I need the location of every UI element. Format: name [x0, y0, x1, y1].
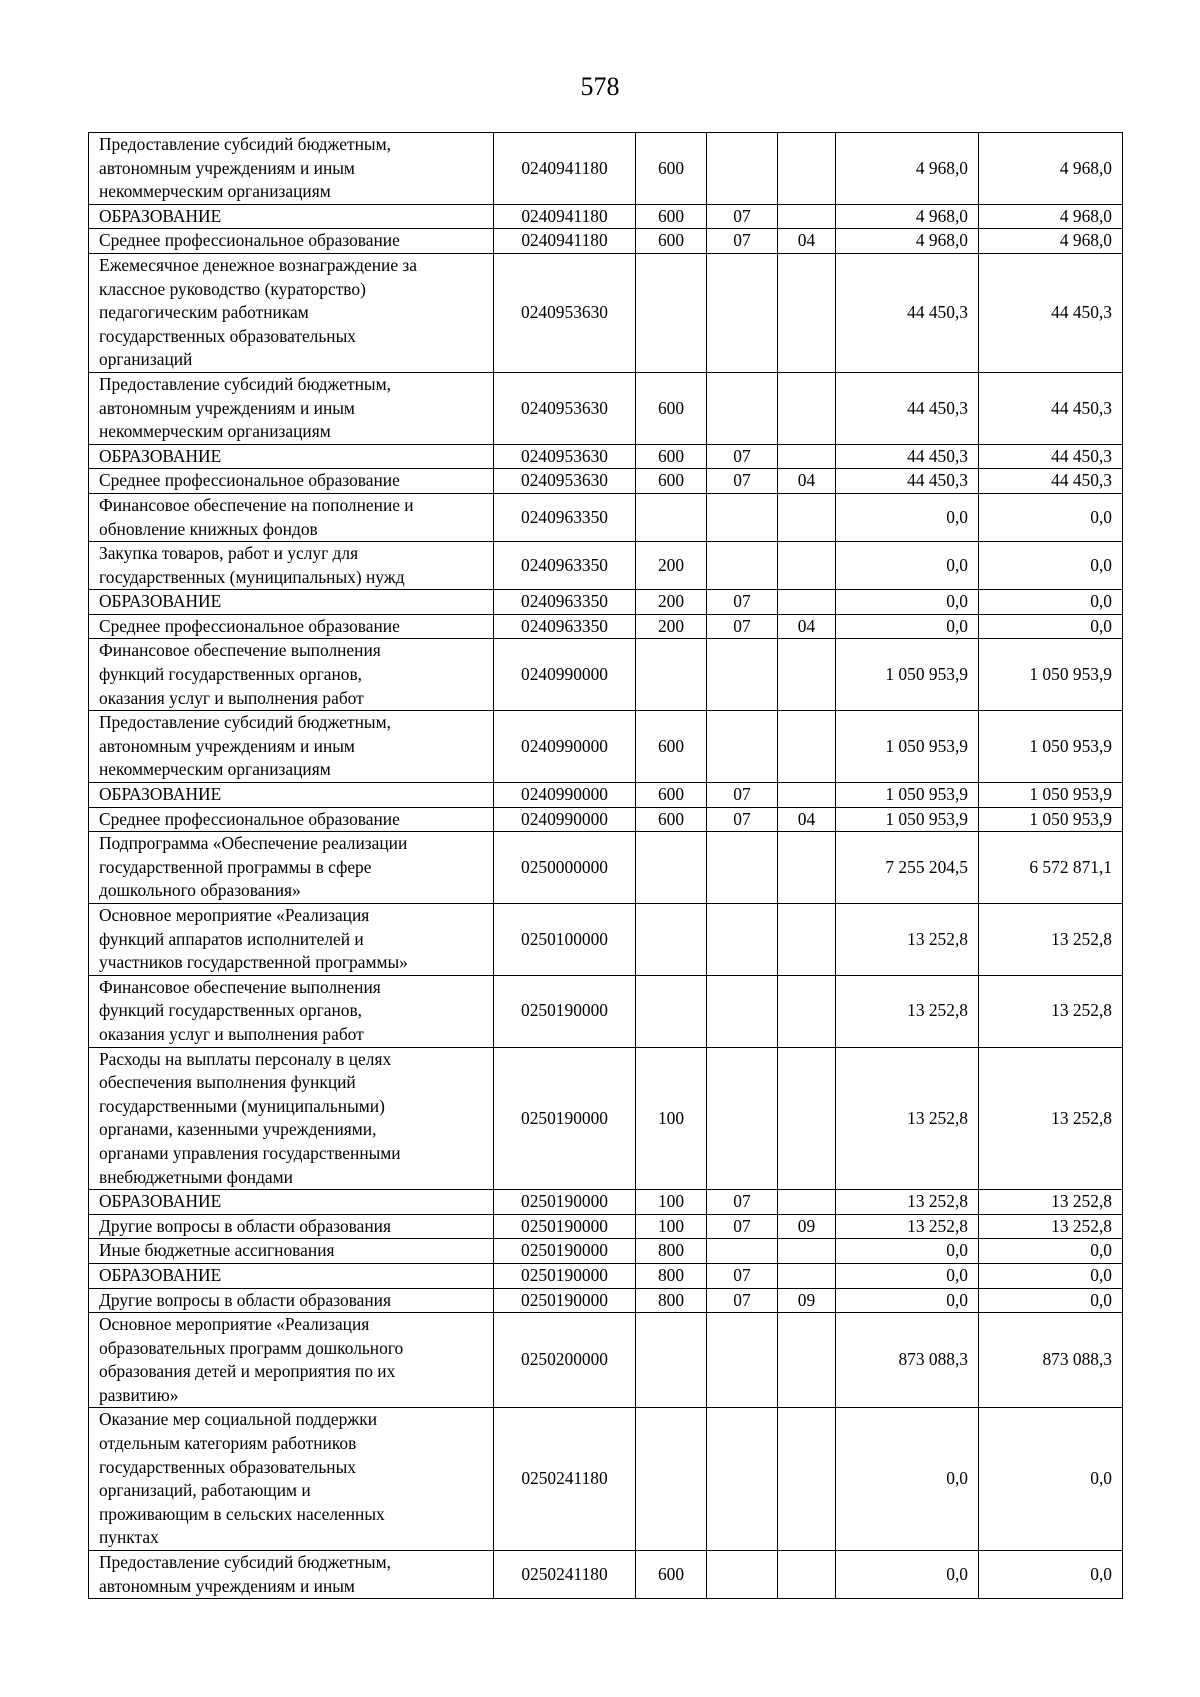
row-name-line: Оказание мер социальной поддержки [99, 1409, 378, 1430]
row-name [89, 542, 494, 590]
row-amount-2: 13 252,8 [979, 975, 1123, 1047]
table-row [89, 542, 1123, 590]
row-expense-type: 600 [636, 783, 707, 808]
row-section: 07 [707, 1263, 778, 1288]
table-row [89, 444, 1123, 469]
row-name-line: оказания услуг и выполнения работ [99, 1023, 364, 1044]
row-code: 0250241180 [494, 1551, 636, 1599]
row-code: 0240953630 [494, 444, 636, 469]
row-subsection [778, 444, 836, 469]
row-name-line: Основное мероприятие «Реализация [99, 905, 370, 925]
table-row [89, 807, 1123, 832]
row-name-line: органами управления государственными [99, 1142, 401, 1163]
row-amount-1: 7 255 204,5 [836, 832, 979, 904]
row-name-line: ОБРАЗОВАНИЕ [99, 1191, 222, 1212]
row-section: 07 [707, 807, 778, 832]
table-row [89, 904, 1123, 976]
row-amount-1: 0,0 [836, 590, 979, 615]
row-code: 0250000000 [494, 832, 636, 904]
row-expense-type: 600 [636, 469, 707, 494]
row-amount-2: 1 050 953,9 [979, 639, 1123, 711]
row-amount-2: 1 050 953,9 [979, 711, 1123, 783]
row-section: 07 [707, 469, 778, 494]
table-row [89, 469, 1123, 494]
row-amount-1: 44 450,3 [836, 444, 979, 469]
row-code: 0250190000 [494, 975, 636, 1047]
row-subsection [778, 1551, 836, 1599]
row-subsection [778, 975, 836, 1047]
row-code: 0240963350 [494, 590, 636, 615]
row-amount-1: 13 252,8 [836, 904, 979, 976]
row-amount-1: 873 088,3 [836, 1313, 979, 1408]
row-code: 0250100000 [494, 904, 636, 976]
row-name-line: проживающим в сельских населенных [99, 1503, 385, 1524]
row-section: 07 [707, 444, 778, 469]
row-name-line: государственных образовательных [99, 325, 356, 346]
row-code: 0250190000 [494, 1214, 636, 1239]
table-row [89, 639, 1123, 711]
row-name-line: обновление книжных фондов [99, 518, 318, 539]
row-section [707, 639, 778, 711]
row-amount-1: 44 450,3 [836, 372, 979, 444]
row-expense-type: 200 [636, 614, 707, 639]
row-section: 07 [707, 1214, 778, 1239]
row-name-line: Предоставление субсидий бюджетным, [99, 712, 391, 733]
row-expense-type: 600 [636, 133, 707, 205]
row-name-line: педагогическим работникам [99, 302, 309, 323]
row-subsection: 09 [778, 1214, 836, 1239]
row-expense-type [636, 1313, 707, 1408]
row-subsection [778, 133, 836, 205]
table-row [89, 372, 1123, 444]
row-name-line: Ежемесячное денежное вознаграждение за [99, 254, 417, 275]
table-body [89, 133, 1123, 1599]
row-amount-2: 4 968,0 [979, 204, 1123, 229]
row-name [89, 639, 494, 711]
row-name-line: ОБРАЗОВАНИЕ [99, 784, 222, 805]
row-amount-2: 0,0 [979, 590, 1123, 615]
row-section [707, 1047, 778, 1190]
row-amount-2: 873 088,3 [979, 1313, 1123, 1408]
row-amount-2: 44 450,3 [979, 372, 1123, 444]
row-name-line: автономным учреждениям и иным [99, 735, 355, 756]
row-name [89, 975, 494, 1047]
table-row [89, 1551, 1123, 1599]
row-subsection [778, 253, 836, 372]
row-amount-1: 1 050 953,9 [836, 711, 979, 783]
row-name-line: Предоставление субсидий бюджетным, [99, 373, 391, 394]
row-section: 07 [707, 614, 778, 639]
row-name-line: функций аппаратов исполнителей и [99, 928, 364, 949]
row-expense-type [636, 975, 707, 1047]
row-amount-2: 0,0 [979, 542, 1123, 590]
table-row [89, 493, 1123, 541]
row-name-line: некоммерческим организациям [99, 759, 331, 780]
row-expense-type [636, 1408, 707, 1551]
row-name-line: Среднее профессиональное образование [99, 470, 400, 491]
row-name-line: государственных (муниципальных) нужд [99, 566, 405, 587]
table-row [89, 133, 1123, 205]
row-amount-1: 44 450,3 [836, 253, 979, 372]
row-amount-1: 1 050 953,9 [836, 807, 979, 832]
row-name [89, 469, 494, 494]
row-name [89, 904, 494, 976]
row-subsection: 04 [778, 469, 836, 494]
row-amount-2: 44 450,3 [979, 469, 1123, 494]
row-name [89, 1263, 494, 1288]
row-name-line: Финансовое обеспечение выполнения [99, 640, 381, 661]
row-subsection: 04 [778, 614, 836, 639]
row-name-line: оказания услуг и выполнения работ [99, 687, 364, 708]
row-section [707, 372, 778, 444]
row-section [707, 253, 778, 372]
row-amount-2: 4 968,0 [979, 133, 1123, 205]
row-amount-1: 4 968,0 [836, 229, 979, 254]
row-name-line: ОБРАЗОВАНИЕ [99, 1264, 222, 1285]
row-amount-2: 0,0 [979, 1551, 1123, 1599]
row-subsection [778, 783, 836, 808]
row-expense-type: 800 [636, 1263, 707, 1288]
row-name-line: участников государственной программы» [99, 952, 408, 973]
row-expense-type: 100 [636, 1190, 707, 1215]
row-name [89, 372, 494, 444]
row-subsection [778, 1239, 836, 1264]
row-amount-2: 13 252,8 [979, 1047, 1123, 1190]
row-expense-type: 600 [636, 204, 707, 229]
table-row [89, 1288, 1123, 1313]
row-subsection [778, 832, 836, 904]
table-row [89, 229, 1123, 254]
row-expense-type [636, 493, 707, 541]
row-name-line: государственной программы в сфере [99, 856, 372, 877]
row-name-line: Другие вопросы в области образования [99, 1215, 391, 1236]
row-name [89, 204, 494, 229]
row-name-line: функций государственных органов, [99, 664, 363, 685]
row-section [707, 832, 778, 904]
row-amount-2: 0,0 [979, 1239, 1123, 1264]
row-code: 0250190000 [494, 1190, 636, 1215]
table-row [89, 253, 1123, 372]
row-name-line: Расходы на выплаты персоналу в целях [99, 1048, 392, 1069]
row-name [89, 229, 494, 254]
row-name-line: автономным учреждениям и иным [99, 157, 355, 178]
row-name-line: некоммерческим организациям [99, 181, 331, 202]
table-row [89, 1047, 1123, 1190]
row-expense-type: 600 [636, 372, 707, 444]
row-name [89, 1214, 494, 1239]
row-amount-2: 4 968,0 [979, 229, 1123, 254]
row-amount-2: 1 050 953,9 [979, 807, 1123, 832]
budget-table [88, 132, 1123, 1599]
row-name-line: государственных образовательных [99, 1456, 356, 1477]
row-subsection [778, 1408, 836, 1551]
row-expense-type: 600 [636, 444, 707, 469]
row-section: 07 [707, 590, 778, 615]
row-expense-type: 100 [636, 1047, 707, 1190]
row-amount-1: 0,0 [836, 493, 979, 541]
row-amount-2: 44 450,3 [979, 253, 1123, 372]
row-amount-1: 13 252,8 [836, 1047, 979, 1190]
row-code: 0250190000 [494, 1047, 636, 1190]
table-row [89, 1190, 1123, 1215]
row-expense-type [636, 904, 707, 976]
row-code: 0240941180 [494, 204, 636, 229]
row-amount-1: 4 968,0 [836, 204, 979, 229]
row-amount-1: 0,0 [836, 1263, 979, 1288]
row-section: 07 [707, 1288, 778, 1313]
row-subsection [778, 639, 836, 711]
row-name-line: Иные бюджетные ассигнования [99, 1240, 335, 1261]
row-code: 0240953630 [494, 372, 636, 444]
row-name-line: автономным учреждениям и иным [99, 397, 355, 418]
row-code: 0240963350 [494, 614, 636, 639]
row-name-line: развитию» [99, 1384, 179, 1405]
row-amount-1: 0,0 [836, 1408, 979, 1551]
row-expense-type [636, 639, 707, 711]
row-expense-type: 100 [636, 1214, 707, 1239]
row-code: 0240990000 [494, 783, 636, 808]
row-section: 07 [707, 229, 778, 254]
row-name-line: Другие вопросы в области образования [99, 1289, 391, 1310]
table-row [89, 1408, 1123, 1551]
row-amount-1: 4 968,0 [836, 133, 979, 205]
row-code: 0240953630 [494, 469, 636, 494]
row-name-line: Подпрограмма «Обеспечение реализации [99, 833, 408, 854]
row-subsection [778, 1313, 836, 1408]
row-expense-type: 800 [636, 1288, 707, 1313]
row-name-line: Основное мероприятие «Реализация [99, 1314, 370, 1335]
row-expense-type: 800 [636, 1239, 707, 1264]
table-row [89, 1313, 1123, 1408]
row-name [89, 807, 494, 832]
row-code: 0250190000 [494, 1263, 636, 1288]
row-name-line: отдельным категориям работников [99, 1433, 357, 1454]
row-name-line: государственными (муниципальными) [99, 1095, 385, 1116]
row-amount-1: 0,0 [836, 614, 979, 639]
row-section: 07 [707, 204, 778, 229]
row-subsection [778, 1263, 836, 1288]
row-section [707, 975, 778, 1047]
row-subsection [778, 493, 836, 541]
row-amount-2: 0,0 [979, 493, 1123, 541]
row-section [707, 904, 778, 976]
row-name-line: функций государственных органов, [99, 1000, 363, 1021]
row-name-line: Среднее профессиональное образование [99, 230, 400, 251]
row-name [89, 711, 494, 783]
row-subsection [778, 204, 836, 229]
row-code: 0240963350 [494, 542, 636, 590]
row-expense-type: 200 [636, 542, 707, 590]
row-amount-2: 0,0 [979, 614, 1123, 639]
row-name-line: ОБРАЗОВАНИЕ [99, 591, 222, 612]
row-section [707, 1408, 778, 1551]
row-subsection [778, 1047, 836, 1190]
table-row [89, 711, 1123, 783]
row-name-line: Финансовое обеспечение выполнения [99, 976, 381, 997]
row-subsection [778, 372, 836, 444]
row-expense-type: 600 [636, 711, 707, 783]
row-name [89, 614, 494, 639]
row-name-line: Среднее профессиональное образование [99, 615, 400, 636]
row-name-line: классное руководство (кураторство) [99, 278, 366, 299]
row-expense-type [636, 253, 707, 372]
row-name [89, 783, 494, 808]
row-section [707, 1551, 778, 1599]
row-name [89, 493, 494, 541]
row-amount-1: 0,0 [836, 1288, 979, 1313]
row-name [89, 1239, 494, 1264]
table-row [89, 975, 1123, 1047]
row-section [707, 1239, 778, 1264]
row-amount-2: 6 572 871,1 [979, 832, 1123, 904]
row-subsection: 04 [778, 807, 836, 832]
row-name [89, 832, 494, 904]
row-amount-2: 13 252,8 [979, 1190, 1123, 1215]
row-name [89, 1408, 494, 1551]
table-row [89, 1263, 1123, 1288]
row-expense-type [636, 832, 707, 904]
row-amount-2: 0,0 [979, 1263, 1123, 1288]
row-code: 0240990000 [494, 639, 636, 711]
row-subsection [778, 590, 836, 615]
table-row [89, 783, 1123, 808]
row-expense-type: 600 [636, 1551, 707, 1599]
row-name [89, 1313, 494, 1408]
row-section [707, 542, 778, 590]
row-name-line: образовательных программ дошкольного [99, 1337, 404, 1358]
row-name [89, 253, 494, 372]
row-amount-2: 0,0 [979, 1408, 1123, 1551]
row-name-line: Предоставление субсидий бюджетным, [99, 134, 391, 154]
row-code: 0250190000 [494, 1288, 636, 1313]
row-amount-1: 1 050 953,9 [836, 639, 979, 711]
row-name [89, 133, 494, 205]
row-name [89, 1190, 494, 1215]
row-amount-1: 13 252,8 [836, 1214, 979, 1239]
row-name-line: органами, казенными учреждениями, [99, 1119, 377, 1140]
table-row [89, 832, 1123, 904]
row-name-line: ОБРАЗОВАНИЕ [99, 205, 222, 226]
table-row [89, 1214, 1123, 1239]
row-code: 0240941180 [494, 133, 636, 205]
row-amount-2: 0,0 [979, 1288, 1123, 1313]
row-section [707, 133, 778, 205]
row-section [707, 711, 778, 783]
row-name-line: организаций, работающим и [99, 1480, 311, 1501]
row-amount-1: 1 050 953,9 [836, 783, 979, 808]
row-name [89, 1551, 494, 1599]
table-row [89, 204, 1123, 229]
row-name-line: внебюджетными фондами [99, 1166, 293, 1187]
row-name [89, 590, 494, 615]
row-name [89, 444, 494, 469]
row-expense-type: 600 [636, 229, 707, 254]
table-row [89, 1239, 1123, 1264]
row-code: 0250190000 [494, 1239, 636, 1264]
row-name [89, 1047, 494, 1190]
row-amount-1: 0,0 [836, 1551, 979, 1599]
row-name-line: Закупка товаров, работ и услуг для [99, 543, 359, 564]
row-subsection [778, 904, 836, 976]
page-number: 578 [580, 72, 620, 101]
row-name-line: Среднее профессиональное образование [99, 808, 400, 829]
row-section: 07 [707, 1190, 778, 1215]
row-name-line: Предоставление субсидий бюджетным, [99, 1552, 391, 1573]
table-row [89, 614, 1123, 639]
row-code: 0240953630 [494, 253, 636, 372]
row-name-line: пунктах [99, 1527, 159, 1548]
row-subsection [778, 1190, 836, 1215]
row-section [707, 493, 778, 541]
row-subsection [778, 711, 836, 783]
row-code: 0240963350 [494, 493, 636, 541]
row-subsection: 09 [778, 1288, 836, 1313]
row-amount-2: 1 050 953,9 [979, 783, 1123, 808]
row-name-line: дошкольного образования» [99, 880, 301, 901]
row-code: 0250200000 [494, 1313, 636, 1408]
row-amount-1: 0,0 [836, 1239, 979, 1264]
row-amount-2: 13 252,8 [979, 1214, 1123, 1239]
row-amount-1: 44 450,3 [836, 469, 979, 494]
row-amount-2: 44 450,3 [979, 444, 1123, 469]
row-name-line: ОБРАЗОВАНИЕ [99, 445, 222, 466]
row-code: 0240990000 [494, 807, 636, 832]
row-section [707, 1313, 778, 1408]
row-amount-1: 13 252,8 [836, 975, 979, 1047]
row-amount-2: 13 252,8 [979, 904, 1123, 976]
row-amount-1: 0,0 [836, 542, 979, 590]
row-name [89, 1288, 494, 1313]
row-code: 0240990000 [494, 711, 636, 783]
row-name-line: обеспечения выполнения функций [99, 1072, 356, 1093]
row-code: 0240941180 [494, 229, 636, 254]
row-section: 07 [707, 783, 778, 808]
row-name-line: некоммерческим организациям [99, 421, 331, 442]
row-subsection: 04 [778, 229, 836, 254]
table-row [89, 590, 1123, 615]
row-name-line: Финансовое обеспечение на пополнение и [99, 494, 414, 515]
row-name-line: организаций [99, 349, 193, 370]
row-name-line: образования детей и мероприятия по их [99, 1361, 396, 1382]
row-name-line: автономным учреждениям и иным [99, 1575, 355, 1596]
row-subsection [778, 542, 836, 590]
row-code: 0250241180 [494, 1408, 636, 1551]
row-amount-1: 13 252,8 [836, 1190, 979, 1215]
row-expense-type: 200 [636, 590, 707, 615]
row-expense-type: 600 [636, 807, 707, 832]
